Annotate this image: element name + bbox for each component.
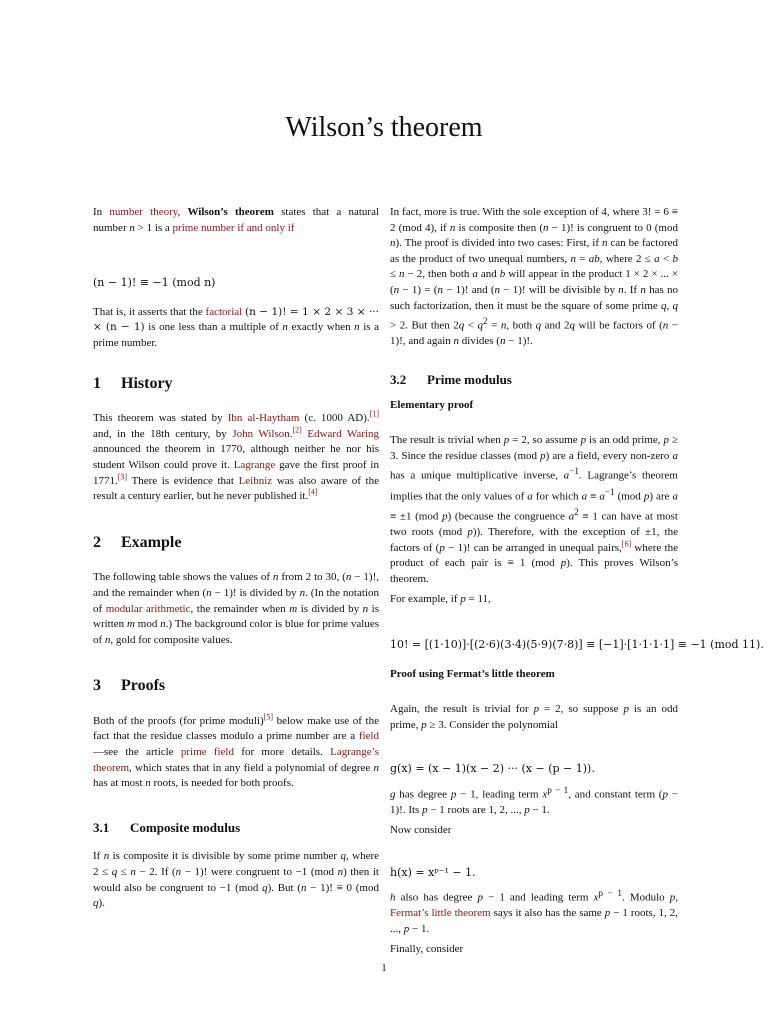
left-column xyxy=(93,205,379,912)
page-title: Wilson’s theorem xyxy=(285,112,483,143)
link-edward-waring[interactable]: Edward Waring xyxy=(307,427,380,440)
link-prime-number[interactable]: prime number xyxy=(172,221,235,234)
link-prime-field[interactable]: prime field xyxy=(180,746,234,759)
page-number: 1 xyxy=(381,962,387,974)
intro-paragraph: In number theory, Wilson’s theorem states that a natural number n > 1 is a prime number if and only if xyxy=(93,206,380,234)
factorial-paragraph: That is, it asserts that the factorial (n − 1)! = 1 × 2 × 3 × ··· × (n − 1) is one less than a multiple of n exactly when n is a prime number. xyxy=(93,305,380,349)
citation-5[interactable]: [5] xyxy=(263,712,274,722)
elementary-proof-paragraph: The result is trivial when p = 2, so assume p is an odd prime, p ≥ 3. Since the residue classes (mod p) are a field, every non-zero a has a unique multiplicative inverse, $a^{-1}$. Lagrange’s theorem implies that the only values of a for which $a \equiv a^{-1}$ (mod p) are a ≡ ±1 (mod p) (because the congruence $a^2 \equiv 1$ can have at most two roots (mod p)). Therefore, with the exception of ±1, the factors of (p − 1)! can be arranged in unequal pairs,[6] where the product of each pair is ≡ 1 (mod p). This proves Wilson’s theorem. xyxy=(390,434,678,585)
example-paragraph: The following table shows the values of n from 2 to 30, (n − 1)!, and the remainder when (n − 1)! is divided by n. (In the notation of modular arithmetic, the remainder when m is divided by n is written m mod n.) The background color is blue for prime values of n, gold for composite values. xyxy=(93,571,380,646)
section-history-heading: 1 History xyxy=(93,374,173,392)
link-lagrange[interactable]: Lagrange xyxy=(233,458,276,471)
link-if-and-only-if[interactable]: if and only if xyxy=(237,221,295,234)
link-lagranges-theorem[interactable]: Lagrange’s theorem xyxy=(93,746,379,774)
g-degree-paragraph: g has degree p − 1, leading term $x^{p - 1}$, and constant term (p − 1)!. Its p − 1 roots are 1, 2, ..., p − 1. xyxy=(390,785,678,817)
wilson-congruence-equation: (n − 1)! ≡ −1 (mod n) xyxy=(93,276,216,290)
h-degree-paragraph: h also has degree p − 1 and leading term $x^{p - 1}$. Modulo p, Fermat’s little theorem says it also has the same p − 1 roots, 1, 2, ..., p − 1. xyxy=(390,888,678,935)
subsection-composite-modulus-heading: 3.1 Composite modulus xyxy=(93,819,241,835)
polynomial-g-equation: g(x) = (x − 1)(x − 2) ··· (x − (p − 1)). xyxy=(390,762,595,776)
elementary-proof-heading: Elementary proof xyxy=(390,398,474,411)
link-fermats-little-theorem[interactable]: Fermat’s little theorem xyxy=(390,907,491,920)
citation-2[interactable]: [2] xyxy=(292,425,302,435)
link-leibniz[interactable]: Leibniz xyxy=(238,474,273,487)
polynomial-h-equation: h(x) = xᵖ⁻¹ − 1. xyxy=(390,865,476,879)
citation-4[interactable]: [4] xyxy=(308,487,318,497)
link-number-theory[interactable]: number theory xyxy=(109,206,178,218)
composite-extension-paragraph: In fact, more is true. With the sole exception of 4, where 3! = 6 ≡ 2 (mod 4), if n is composite then (n − 1)! is congruent to 0 (mod n). The proof is divided into two cases: First, if n can be factored as the product of two unequal numbers, n = ab, where 2 ≤ a < b ≤ n − 2, then both a and b will appear in the product 1 × 2 × ... × (n − 1) = (n − 1)! and (n − 1)! will be divisible by n. If n has no such factorization, then it must be the square of some prime q, q > 2. But then $2q < q^2 = n$, both q and 2q will be factors of (n − 1)!, and again n divides (n − 1)!. xyxy=(390,206,679,348)
link-field[interactable]: field xyxy=(358,730,379,743)
fermat-proof-paragraph: Again, the result is trivial for p = 2, so suppose p is an odd prime, p ≥ 3. Consider the polynomial xyxy=(390,703,678,731)
fermat-proof-heading: Proof using Fermat’s little theorem xyxy=(390,667,555,680)
section-proofs-heading: 3 Proofs xyxy=(93,677,166,695)
example-p11-paragraph: For example, if p = 11, xyxy=(390,592,491,605)
link-modular-arithmetic[interactable]: modular arithmetic xyxy=(105,602,191,615)
subsection-prime-modulus-heading: 3.2 Prime modulus xyxy=(390,372,512,387)
finally-consider-text: Finally, consider xyxy=(390,942,464,955)
proofs-paragraph: Both of the proofs (for prime moduli)[5] below make use of the fact that the residue classes modulo a prime number are a field—see the article prime field for more details. Lagrange’s theorem, which states that in any field a polynomial of degree n has at most n roots, is needed for both proofs. xyxy=(93,712,379,790)
citation-6[interactable]: [6] xyxy=(621,539,632,549)
citation-1[interactable]: [1] xyxy=(369,409,379,419)
link-john-wilson[interactable]: John Wilson. xyxy=(232,427,293,440)
history-paragraph: This theorem was stated by Ibn al-Haytham (c. 1000 AD).[1] and, in the 18th century, by John Wilson.[2] Edward Waring announced the theorem in 1770, although neither he nor his student Wilson could prove it. Lagrange gave the first proof in 1771.[3] There is evidence that Leibniz was also aware of the result a century earlier, but he never published it.[4] xyxy=(93,409,380,503)
right-column xyxy=(390,205,764,957)
citation-3[interactable]: [3] xyxy=(117,471,128,481)
composite-modulus-paragraph: If n is composite it is divisible by some prime number q, where 2 ≤ q ≤ n − 2. If (n − 1)! were congruent to −1 (mod n) then it would also be congruent to −1 (mod q). But (n − 1)! ≡ 0 (mod q). xyxy=(93,850,379,910)
link-ibn-al-haytham[interactable]: Ibn al-Haytham xyxy=(227,412,300,425)
section-example-heading: 2 Example xyxy=(93,533,182,551)
link-factorial[interactable]: factorial xyxy=(205,305,243,318)
factorial-10-equation: 10! = [(1·10)]·[(2·6)(3·4)(5·9)(7·8)] ≡ [−1]·[1·1·1·1] ≡ −1 (mod 11). xyxy=(390,638,764,652)
now-consider-text: Now consider xyxy=(390,823,452,836)
